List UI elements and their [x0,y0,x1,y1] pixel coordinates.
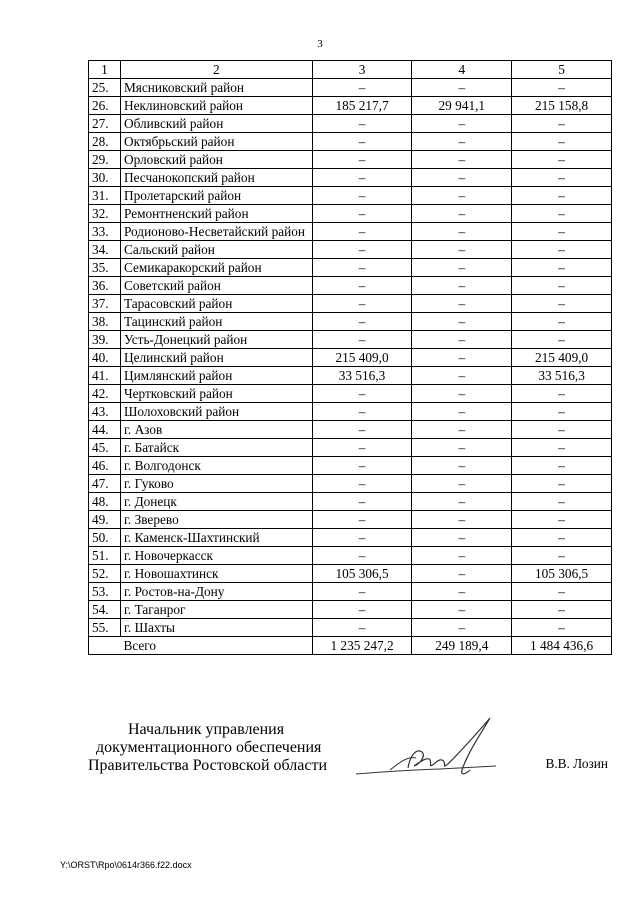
row-value-col3: – [312,259,412,277]
total-blank-cell [89,637,121,655]
row-value-col3: – [312,205,412,223]
row-value-col5: – [512,475,612,493]
row-name: г. Зверево [120,511,312,529]
position-line-2: документационного обеспечения [96,739,322,756]
row-value-col4: – [412,583,512,601]
row-value-col5: – [512,277,612,295]
row-number: 55. [89,619,121,637]
header-cell-1: 1 [89,61,121,79]
row-value-col4: – [412,331,512,349]
row-value-col4: – [412,259,512,277]
row-value-col3: – [312,601,412,619]
row-name: Семикаракорский район [120,259,312,277]
row-value-col4: – [412,133,512,151]
row-number: 28. [89,133,121,151]
table-row [89,475,612,493]
row-value-col5: – [512,205,612,223]
row-name: г. Батайск [120,439,312,457]
row-number: 43. [89,403,121,421]
row-value-col4: – [412,205,512,223]
row-value-col3: – [312,151,412,169]
row-number: 33. [89,223,121,241]
row-name: г. Шахты [120,619,312,637]
row-number: 39. [89,331,121,349]
row-number: 30. [89,169,121,187]
row-value-col4: – [412,313,512,331]
row-value-col5: – [512,133,612,151]
file-path: Y:\ORST\Rpo\0614r366.f22.docx [60,860,192,870]
row-value-col4: – [412,295,512,313]
row-value-col4: – [412,169,512,187]
table-row [89,421,612,439]
handwritten-signature [350,712,500,787]
table-row [89,457,612,475]
row-value-col5: – [512,241,612,259]
row-number: 52. [89,565,121,583]
row-name: г. Новошахтинск [120,565,312,583]
row-value-col4: – [412,565,512,583]
row-name: Сальский район [120,241,312,259]
data-table [88,60,612,655]
table-row [89,97,612,115]
row-value-col3: – [312,241,412,259]
row-name: Октябрьский район [120,133,312,151]
table-body [89,61,612,655]
row-value-col3: – [312,169,412,187]
row-name: Песчанокопский район [120,169,312,187]
row-number: 29. [89,151,121,169]
table-row [89,331,612,349]
row-value-col5: – [512,547,612,565]
row-name: Неклиновский район [120,97,312,115]
table-header-row [89,61,612,79]
row-name: Обливский район [120,115,312,133]
total-value-c4: 249 189,4 [412,637,512,655]
row-name: г. Новочеркасск [120,547,312,565]
row-value-col5: 105 306,5 [512,565,612,583]
row-value-col5: 215 409,0 [512,349,612,367]
row-name: Чертковский район [120,385,312,403]
row-value-col5: – [512,295,612,313]
table-row [89,547,612,565]
row-number: 51. [89,547,121,565]
row-value-col3: 33 516,3 [312,367,412,385]
row-name: Родионово-Несветайский район [120,223,312,241]
row-value-col4: – [412,439,512,457]
row-value-col4: – [412,277,512,295]
row-name: Тацинский район [120,313,312,331]
row-number: 35. [89,259,121,277]
table-row [89,511,612,529]
row-number: 31. [89,187,121,205]
row-number: 32. [89,205,121,223]
row-value-col3: – [312,529,412,547]
row-name: г. Донецк [120,493,312,511]
table-row [89,565,612,583]
position-line-3: Правительства Ростовской области [88,757,328,774]
row-value-col5: 215 158,8 [512,97,612,115]
row-number: 34. [89,241,121,259]
row-name: Советский район [120,277,312,295]
table-row [89,313,612,331]
row-value-col5: – [512,601,612,619]
row-number: 48. [89,493,121,511]
table-row [89,295,612,313]
header-cell-3: 3 [312,61,412,79]
row-value-col3: – [312,457,412,475]
row-value-col3: – [312,115,412,133]
row-value-col4: – [412,241,512,259]
row-value-col4: – [412,151,512,169]
row-value-col4: – [412,115,512,133]
row-value-col5: – [512,169,612,187]
row-name: Пролетарский район [120,187,312,205]
row-number: 41. [89,367,121,385]
row-value-col3: 185 217,7 [312,97,412,115]
table-row [89,367,612,385]
table-row [89,205,612,223]
row-number: 45. [89,439,121,457]
row-number: 47. [89,475,121,493]
row-number: 42. [89,385,121,403]
table-row [89,619,612,637]
row-number: 53. [89,583,121,601]
page-number: 3 [317,38,323,50]
row-value-col4: – [412,493,512,511]
row-value-col5: – [512,421,612,439]
row-value-col5: – [512,259,612,277]
row-name: Целинский район [120,349,312,367]
row-value-col3: – [312,187,412,205]
row-name: г. Ростов-на-Дону [120,583,312,601]
row-value-col3: – [312,475,412,493]
row-value-col4: – [412,403,512,421]
row-value-col4: – [412,511,512,529]
total-row [89,637,612,655]
table-row [89,583,612,601]
row-value-col4: – [412,187,512,205]
row-value-col4: – [412,547,512,565]
row-name: г. Азов [120,421,312,439]
row-number: 40. [89,349,121,367]
total-label: Всего [120,637,312,655]
total-value-c5: 1 484 436,6 [512,637,612,655]
row-number: 27. [89,115,121,133]
row-value-col4: – [412,475,512,493]
row-value-col3: – [312,277,412,295]
row-value-col3: 105 306,5 [312,565,412,583]
row-value-col4: – [412,79,512,97]
row-value-col3: – [312,133,412,151]
row-number: 46. [89,457,121,475]
row-name: Орловский район [120,151,312,169]
row-value-col3: – [312,223,412,241]
row-value-col3: – [312,493,412,511]
row-value-col5: – [512,79,612,97]
row-value-col3: – [312,439,412,457]
row-value-col3: – [312,385,412,403]
row-value-col4: – [412,367,512,385]
row-value-col5: – [512,583,612,601]
position-line-1: Начальник управления [128,721,285,738]
row-value-col3: 215 409,0 [312,349,412,367]
row-value-col4: – [412,457,512,475]
row-name: г. Волгодонск [120,457,312,475]
row-value-col3: – [312,331,412,349]
row-value-col5: – [512,493,612,511]
row-name: г. Таганрог [120,601,312,619]
row-number: 37. [89,295,121,313]
header-cell-4: 4 [412,61,512,79]
table-row [89,241,612,259]
table-row [89,529,612,547]
table-row [89,79,612,97]
row-number: 38. [89,313,121,331]
row-name: Шолоховский район [120,403,312,421]
row-value-col5: – [512,187,612,205]
row-value-col5: – [512,403,612,421]
row-value-col4: – [412,619,512,637]
row-value-col3: – [312,583,412,601]
row-number: 25. [89,79,121,97]
table-row [89,223,612,241]
row-value-col3: – [312,511,412,529]
table-row [89,133,612,151]
row-name: г. Каменск-Шахтинский [120,529,312,547]
row-value-col3: – [312,619,412,637]
row-value-col4: – [412,385,512,403]
row-value-col5: – [512,457,612,475]
table-row [89,439,612,457]
row-value-col4: – [412,601,512,619]
table-row [89,349,612,367]
row-value-col4: – [412,421,512,439]
row-value-col5: – [512,511,612,529]
row-name: Усть-Донецкий район [120,331,312,349]
table-row [89,187,612,205]
row-value-col4: – [412,349,512,367]
signatory-name: В.В. Лозин [545,756,608,771]
row-value-col5: – [512,151,612,169]
row-value-col5: – [512,223,612,241]
table-row [89,115,612,133]
row-number: 54. [89,601,121,619]
row-value-col5: – [512,115,612,133]
row-value-col5: – [512,331,612,349]
header-cell-2: 2 [120,61,312,79]
header-cell-5: 5 [512,61,612,79]
row-value-col3: – [312,295,412,313]
row-name: Тарасовский район [120,295,312,313]
row-value-col5: – [512,439,612,457]
row-value-col4: – [412,223,512,241]
row-value-col3: – [312,313,412,331]
table-row [89,151,612,169]
row-value-col3: – [312,547,412,565]
row-value-col5: – [512,313,612,331]
table-row [89,259,612,277]
row-value-col4: 29 941,1 [412,97,512,115]
row-number: 26. [89,97,121,115]
table-row [89,601,612,619]
row-value-col5: – [512,619,612,637]
row-value-col5: 33 516,3 [512,367,612,385]
total-value-c3: 1 235 247,2 [312,637,412,655]
row-value-col4: – [412,529,512,547]
table-row [89,493,612,511]
table-row [89,169,612,187]
row-number: 44. [89,421,121,439]
row-name: Цимлянский район [120,367,312,385]
row-value-col5: – [512,385,612,403]
row-name: г. Гуково [120,475,312,493]
row-name: Ремонтненский район [120,205,312,223]
row-value-col3: – [312,421,412,439]
table-row [89,403,612,421]
table-row [89,385,612,403]
row-value-col5: – [512,529,612,547]
row-number: 49. [89,511,121,529]
row-name: Мясниковский район [120,79,312,97]
row-number: 36. [89,277,121,295]
row-value-col3: – [312,403,412,421]
row-value-col3: – [312,79,412,97]
row-number: 50. [89,529,121,547]
table-row [89,277,612,295]
